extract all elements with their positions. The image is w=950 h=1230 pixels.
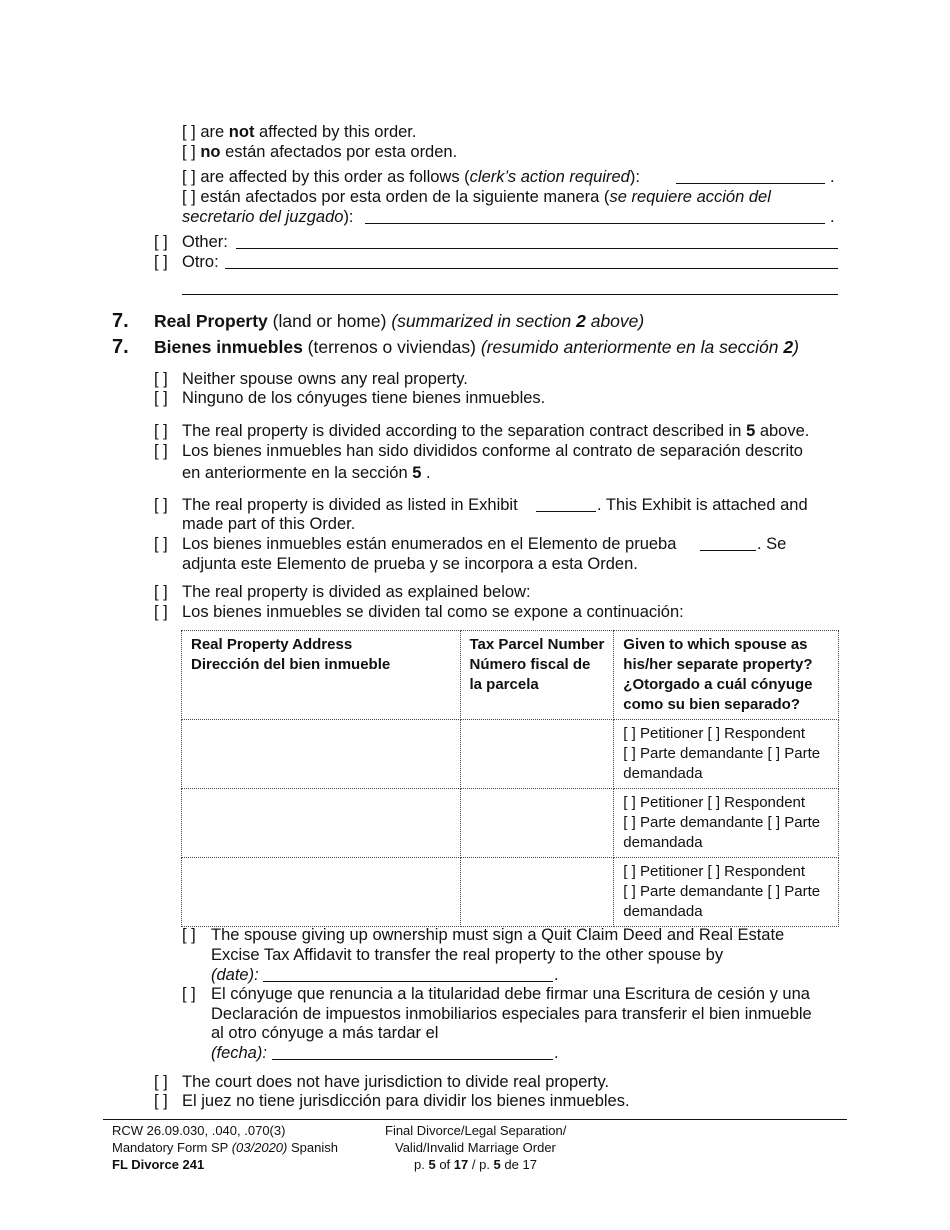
footer-title-1: Final Divorce/Legal Separation/ [385, 1123, 567, 1138]
header-address: Real Property Address Dirección del bien inmueble [182, 631, 461, 720]
footer-form-id: FL Divorce 241 [112, 1157, 205, 1172]
affected-en: [ ] are affected by this order as follows (clerk’s action required): [182, 168, 640, 186]
deed-es-date-label: (fecha): [211, 1044, 267, 1062]
given-cell[interactable]: [ ] Petitioner [ ] Respondent [ ] Parte demandante [ ] Parte demandada [614, 858, 839, 927]
jurisdiction-en: The court does not have jurisdiction to divide real property. [182, 1073, 610, 1091]
exhibit-en-line2: made part of this Order. [182, 515, 356, 533]
address-cell[interactable] [182, 720, 461, 789]
affected-es-line1: [ ] están afectados por esta orden de la siguiente manera (se requiere acción del [182, 188, 771, 206]
footer-divider [103, 1119, 847, 1120]
not-affected-en: [ ] are not affected by this order. [182, 123, 417, 141]
period: . [830, 168, 835, 186]
affected-es-blank[interactable] [365, 223, 825, 224]
checkbox[interactable]: [ ] [154, 496, 168, 514]
deed-es-line1: El cónyuge que renuncia a la titularidad debe firmar una Escritura de cesión y una [211, 985, 810, 1003]
table-row [182, 858, 839, 927]
exhibit-es-line2: adjunta este Elemento de prueba y se incorpora a esta Orden. [182, 555, 638, 573]
other-blank-es[interactable] [225, 268, 838, 269]
contract-es-line1: Los bienes inmuebles han sido divididos conforme al contrato de separación descrito [182, 442, 803, 460]
parcel-cell[interactable] [460, 720, 614, 789]
checkbox[interactable]: [ ] [154, 370, 168, 388]
neither-es: Ninguno de los cónyuges tiene bienes inmuebles. [182, 389, 546, 407]
affected-en-blank[interactable] [676, 183, 825, 184]
checkbox[interactable]: [ ] [154, 1092, 168, 1110]
exhibit-en-line1b: . This Exhibit is attached and [597, 496, 808, 514]
checkbox[interactable]: [ ] [154, 422, 168, 440]
checkbox[interactable]: [ ] [154, 233, 168, 251]
not-affected-es: [ ] no están afectados por esta orden. [182, 143, 458, 161]
footer-form: Mandatory Form SP (03/2020) Spanish [112, 1140, 338, 1155]
deed-es-line2: Declaración de impuestos inmobiliarios especiales para transferir el bien inmueble [211, 1005, 812, 1023]
other-label-es: Otro: [182, 253, 219, 271]
header-parcel: Tax Parcel Number Número fiscal de la parcela [460, 631, 614, 720]
footer-rcw: RCW 26.09.030, .040, .070(3) [112, 1123, 286, 1138]
checkbox[interactable]: [ ] [154, 603, 168, 621]
other-blank-extra[interactable] [182, 294, 838, 295]
checkbox[interactable]: [ ] [154, 583, 168, 601]
deed-en-line2: Excise Tax Affidavit to transfer the real property to the other spouse by [211, 946, 724, 964]
exhibit-en-blank[interactable] [536, 511, 596, 512]
affected-es-line2: secretario del juzgado): [182, 208, 354, 226]
exhibit-es-line1a: Los bienes inmuebles están enumerados en el Elemento de prueba [182, 535, 677, 553]
period: . [554, 966, 559, 984]
checkbox[interactable]: [ ] [154, 535, 168, 553]
deed-en-line1: The spouse giving up ownership must sign a Quit Claim Deed and Real Estate [211, 926, 785, 944]
table-header-row [182, 631, 839, 720]
address-cell[interactable] [182, 789, 461, 858]
deed-es-date-blank[interactable] [272, 1059, 553, 1060]
section-number: 7. [112, 310, 129, 332]
exhibit-es-line1b: . Se [757, 535, 787, 553]
contract-en: The real property is divided according to the separation contract described in 5 above. [182, 422, 810, 440]
checkbox[interactable]: [ ] [154, 389, 168, 407]
section-title-es: Bienes inmuebles (terrenos o viviendas) (resumido anteriormente en la sección 2) [154, 337, 799, 357]
table-row [182, 789, 839, 858]
parcel-cell[interactable] [460, 789, 614, 858]
real-property-table [181, 630, 839, 927]
checkbox[interactable]: [ ] [182, 985, 196, 1003]
period: . [554, 1044, 559, 1062]
other-label-en: Other: [182, 233, 228, 251]
checkbox[interactable]: [ ] [154, 253, 168, 271]
jurisdiction-es: El juez no tiene jurisdicción para dividir los bienes inmuebles. [182, 1092, 630, 1110]
checkbox[interactable]: [ ] [182, 926, 196, 944]
table-row [182, 720, 839, 789]
section-title-en: Real Property (land or home) (summarized in section 2 above) [154, 311, 645, 331]
contract-es-line2: en anteriormente en la sección 5 . [182, 464, 431, 482]
footer-title-2: Valid/Invalid Marriage Order [395, 1140, 556, 1155]
footer-page-number: p. 5 of 17 / p. 5 de 17 [414, 1157, 537, 1172]
checkbox[interactable]: [ ] [154, 1073, 168, 1091]
section-number: 7. [112, 336, 129, 358]
given-cell[interactable]: [ ] Petitioner [ ] Respondent [ ] Parte demandante [ ] Parte demandada [614, 720, 839, 789]
other-blank-en[interactable] [236, 248, 838, 249]
deed-es-line3: al otro cónyuge a más tardar el [211, 1024, 439, 1042]
period: . [830, 208, 835, 226]
below-en: The real property is divided as explained below: [182, 583, 531, 601]
below-es: Los bienes inmuebles se dividen tal como se expone a continuación: [182, 603, 684, 621]
deed-en-date-blank[interactable] [263, 981, 553, 982]
exhibit-es-blank[interactable] [700, 550, 756, 551]
address-cell[interactable] [182, 858, 461, 927]
parcel-cell[interactable] [460, 858, 614, 927]
exhibit-en-line1a: The real property is divided as listed in Exhibit [182, 496, 518, 514]
checkbox[interactable]: [ ] [154, 442, 168, 460]
header-given: Given to which spouse as his/her separate property? ¿Otorgado a cuál cónyuge como su bien separado? [614, 631, 839, 720]
given-cell[interactable]: [ ] Petitioner [ ] Respondent [ ] Parte demandante [ ] Parte demandada [614, 789, 839, 858]
neither-en: Neither spouse owns any real property. [182, 370, 468, 388]
deed-en-date-label: (date): [211, 966, 259, 984]
